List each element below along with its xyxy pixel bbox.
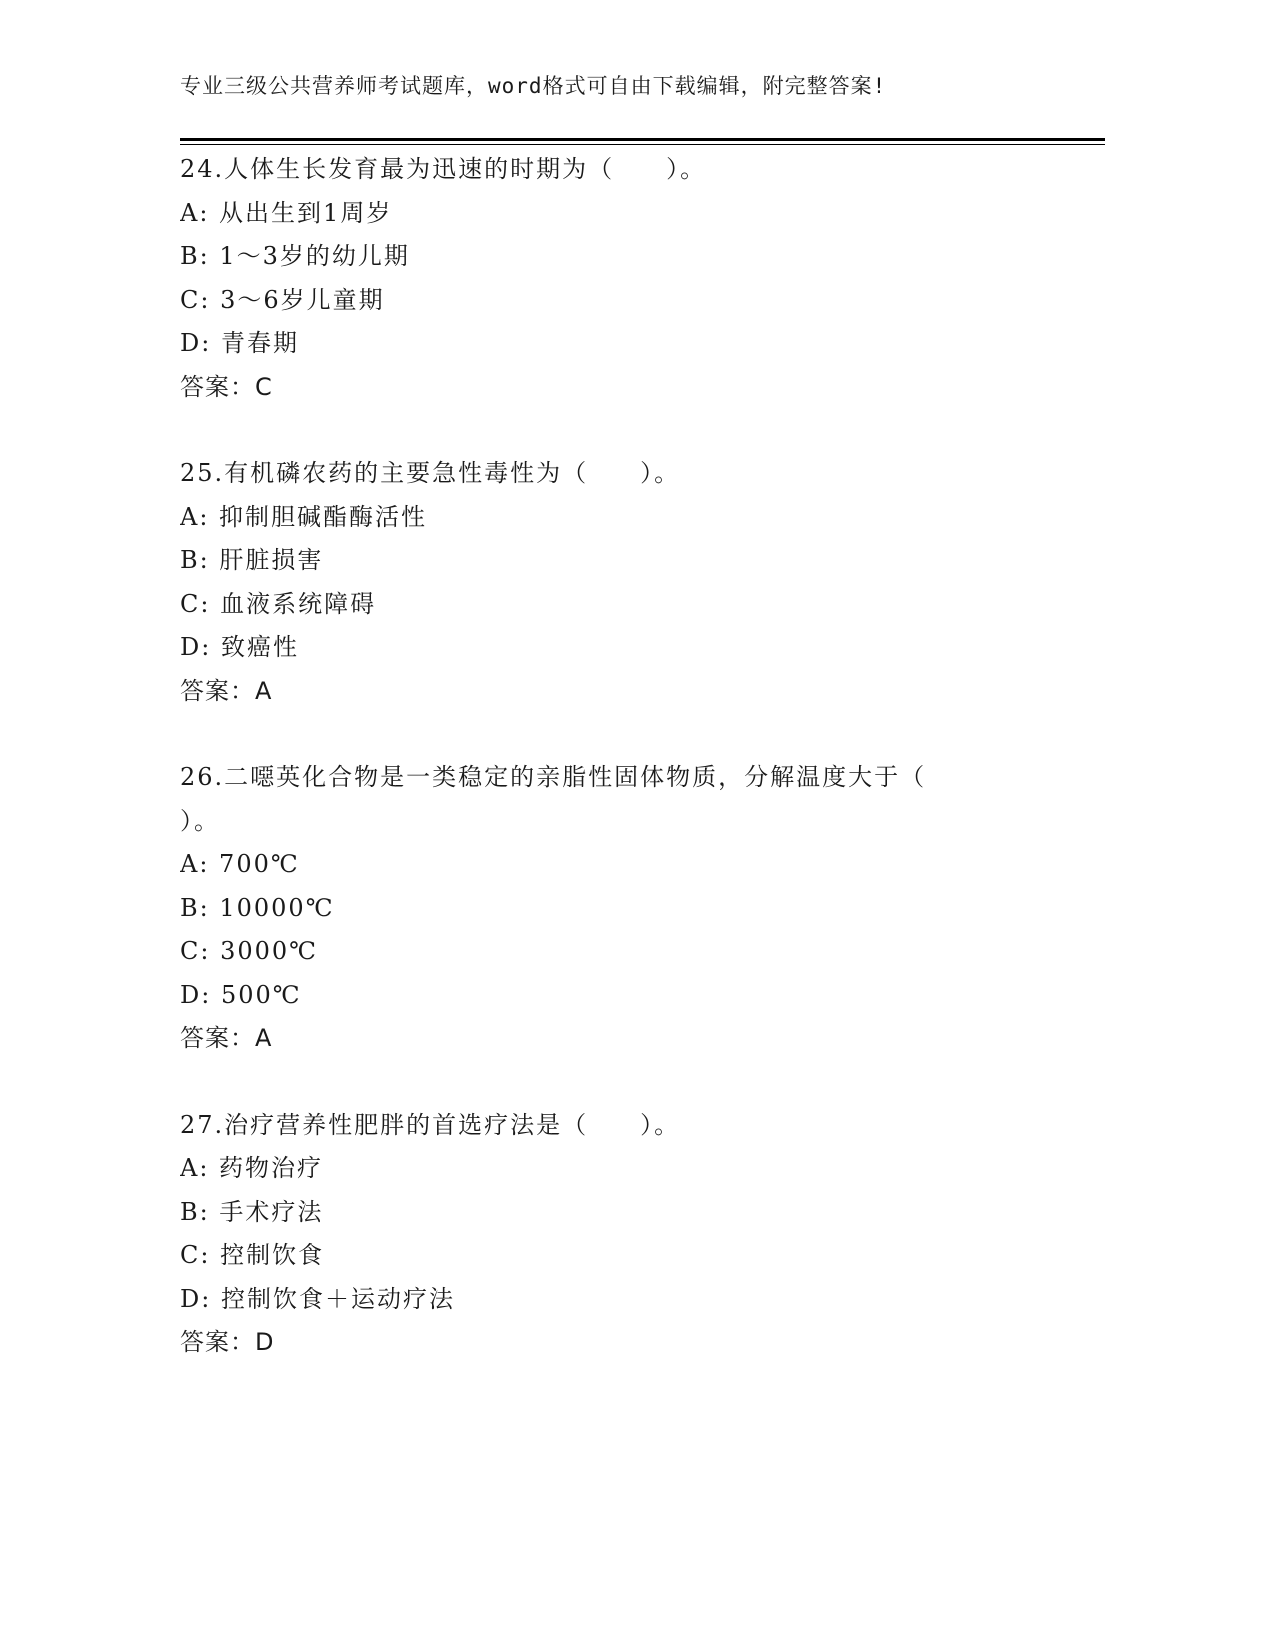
page-header: 专业三级公共营养师考试题库，word格式可自由下载编辑，附完整答案! (180, 74, 887, 98)
option-b: B: 1～3岁的幼儿期 (180, 242, 410, 270)
option-c: C: 血液系统障碍 (180, 589, 377, 618)
question-stem: 24.人体生长发育最为迅速的时期为（ ）。 (180, 155, 707, 183)
option-c: C: 3～6岁儿童期 (180, 285, 385, 314)
option-a: A: 从出生到1周岁 (180, 198, 393, 227)
header-divider-thick (180, 138, 1105, 141)
question-25 (180, 452, 1000, 713)
option-d: D: 500℃ (180, 980, 302, 1009)
question-stem: 27.治疗营养性肥胖的首选疗法是（ ）。 (180, 1110, 681, 1139)
option-a: A: 药物治疗 (180, 1154, 324, 1182)
option-a: A: 700℃ (180, 850, 300, 878)
question-26 (180, 756, 1000, 1061)
question-stem: 26.二噁英化合物是一类稳定的亲脂性固体物质，分解温度大于（ ）。 (180, 763, 979, 835)
answer: 答案：C (180, 372, 273, 401)
answer: 答案：D (180, 1328, 275, 1356)
option-d: D: 控制饮食＋运动疗法 (180, 1284, 455, 1313)
answer: 答案：A (180, 1024, 273, 1052)
option-d: D: 青春期 (180, 329, 299, 357)
question-24 (180, 148, 1000, 409)
option-b: B: 10000℃ (180, 893, 335, 922)
option-a: A: 抑制胆碱酯酶活性 (180, 502, 428, 531)
option-b: B: 手术疗法 (180, 1197, 324, 1226)
option-b: B: 肝脏损害 (180, 546, 324, 574)
question-stem: 25.有机磷农药的主要急性毒性为（ ）。 (180, 459, 681, 487)
header-divider-thin (180, 144, 1105, 145)
answer: 答案：A (180, 676, 273, 705)
option-d: D: 致癌性 (180, 633, 299, 661)
question-list (180, 148, 1000, 1408)
question-27 (180, 1104, 1000, 1365)
option-c: C: 控制饮食 (180, 1241, 325, 1269)
option-c: C: 3000℃ (180, 937, 319, 965)
